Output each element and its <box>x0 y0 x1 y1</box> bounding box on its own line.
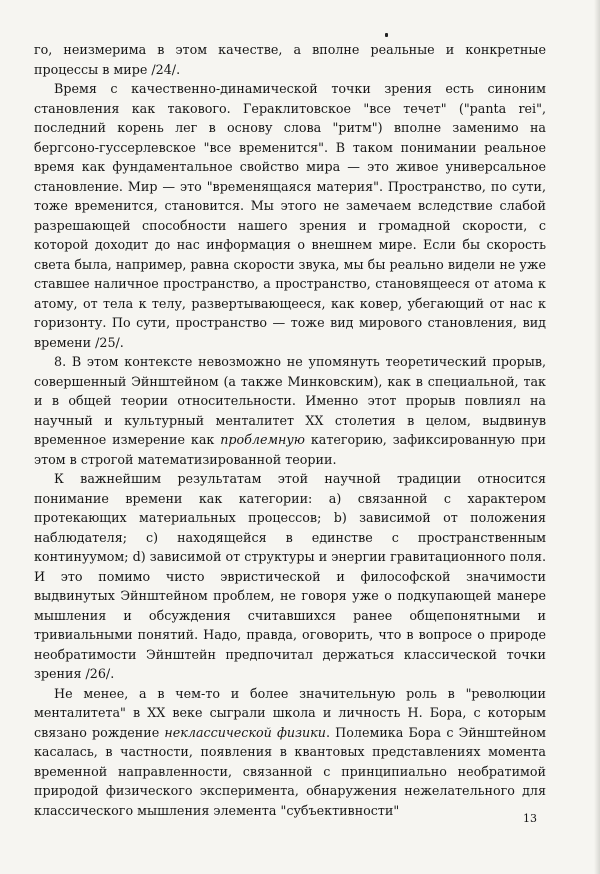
page-edge-shadow <box>594 0 600 874</box>
emphasized-term: неклассической физики <box>164 724 326 740</box>
page-text <box>34 40 546 820</box>
paragraph-text-end: категорию, зафиксированную при этом в строгой математизированной теории. <box>34 432 546 467</box>
paragraph-bohr <box>34 684 546 821</box>
paragraph-einstein-breakthrough <box>34 352 546 469</box>
paragraph-results: К важнейшим результатам этой научной традиции относится понимание времени как категории: a) связанной с характером протекающих материальных процессов; b) зависимой от положения наблюдателя; c) находящейся в единстве с пространственным континуумом; d) зависимой от структуры и энергии гравитационного поля. И это помимо чисто эвристической и философской значимости выдвинутых Эйнштейном проблем, не говоря уже о подкупающей манере мышления и обсуждения считавшихся ранее общепонятными и тривиальными понятий. Надо, правда, оговорить, что в вопросе о природе необратимости Эйнштейн предпочитал держаться классической точки зрения /26/. <box>34 471 546 681</box>
scan-speck <box>385 33 388 37</box>
paragraph-continuation: го, неизмерима в этом качестве, а вполне реальные и конкретные процессы в мире /24/. <box>34 42 546 77</box>
paragraph-text-start: 8. В этом контексте невозможно не упомянуть теоретический прорыв, совершенный Эйнштейном (а также Минковским), как в специальной, так и в общей теории относительности. Именно этот прорыв повлиял на научный и культурный менталитет XX столетия в целом, выдвинув временное измерение как <box>34 354 546 447</box>
page-number: 13 <box>523 812 537 825</box>
emphasized-term: проблемную <box>220 432 305 447</box>
paragraph-text-end: . Полемика Бора с Эйнштейном касалась, в частности, появления в квантовых представлениях момента временной направленности, связанной с принципиально необратимой природой физического эксперимента, обнаружения нежелательного для классического мышления элемента "субъективности" <box>34 724 546 818</box>
paragraph-time-becoming: Время с качественно-динамической точки зрения есть синоним становления как такового. Гераклитовское "все течет" ("panta rei", последний корень лег в основу слова "ритм") вполне заменимо на бергсоно-гуссерлевское "все временится". В таком понимании реальное время как фундаментальное свойство мира — это живое универсальное становление. Мир — это "временящаяся материя". Пространство, по сути, тоже временится, становится. Мы этого не замечаем вследствие слабой разрешающей способности нашего зрения и громадной скорости, с которой доходит до нас информация о внешнем мире. Если бы скорость света была, например, равна скорости звука, мы бы реально видели не уже ставшее наличное пространство, а пространство, становящееся от атома к атому, от тела к телу, развертывающееся, как ковер, убегающий от нас к горизонту. По сути, пространство — тоже вид мирового становления, вид времени /25/. <box>34 81 546 350</box>
paragraph-text-start: Не менее, а в чем-то и более значительную роль в "революции менталитета" в XX веке сыграли школа и личность Н. Бора, с которым связано рождение <box>34 685 546 740</box>
